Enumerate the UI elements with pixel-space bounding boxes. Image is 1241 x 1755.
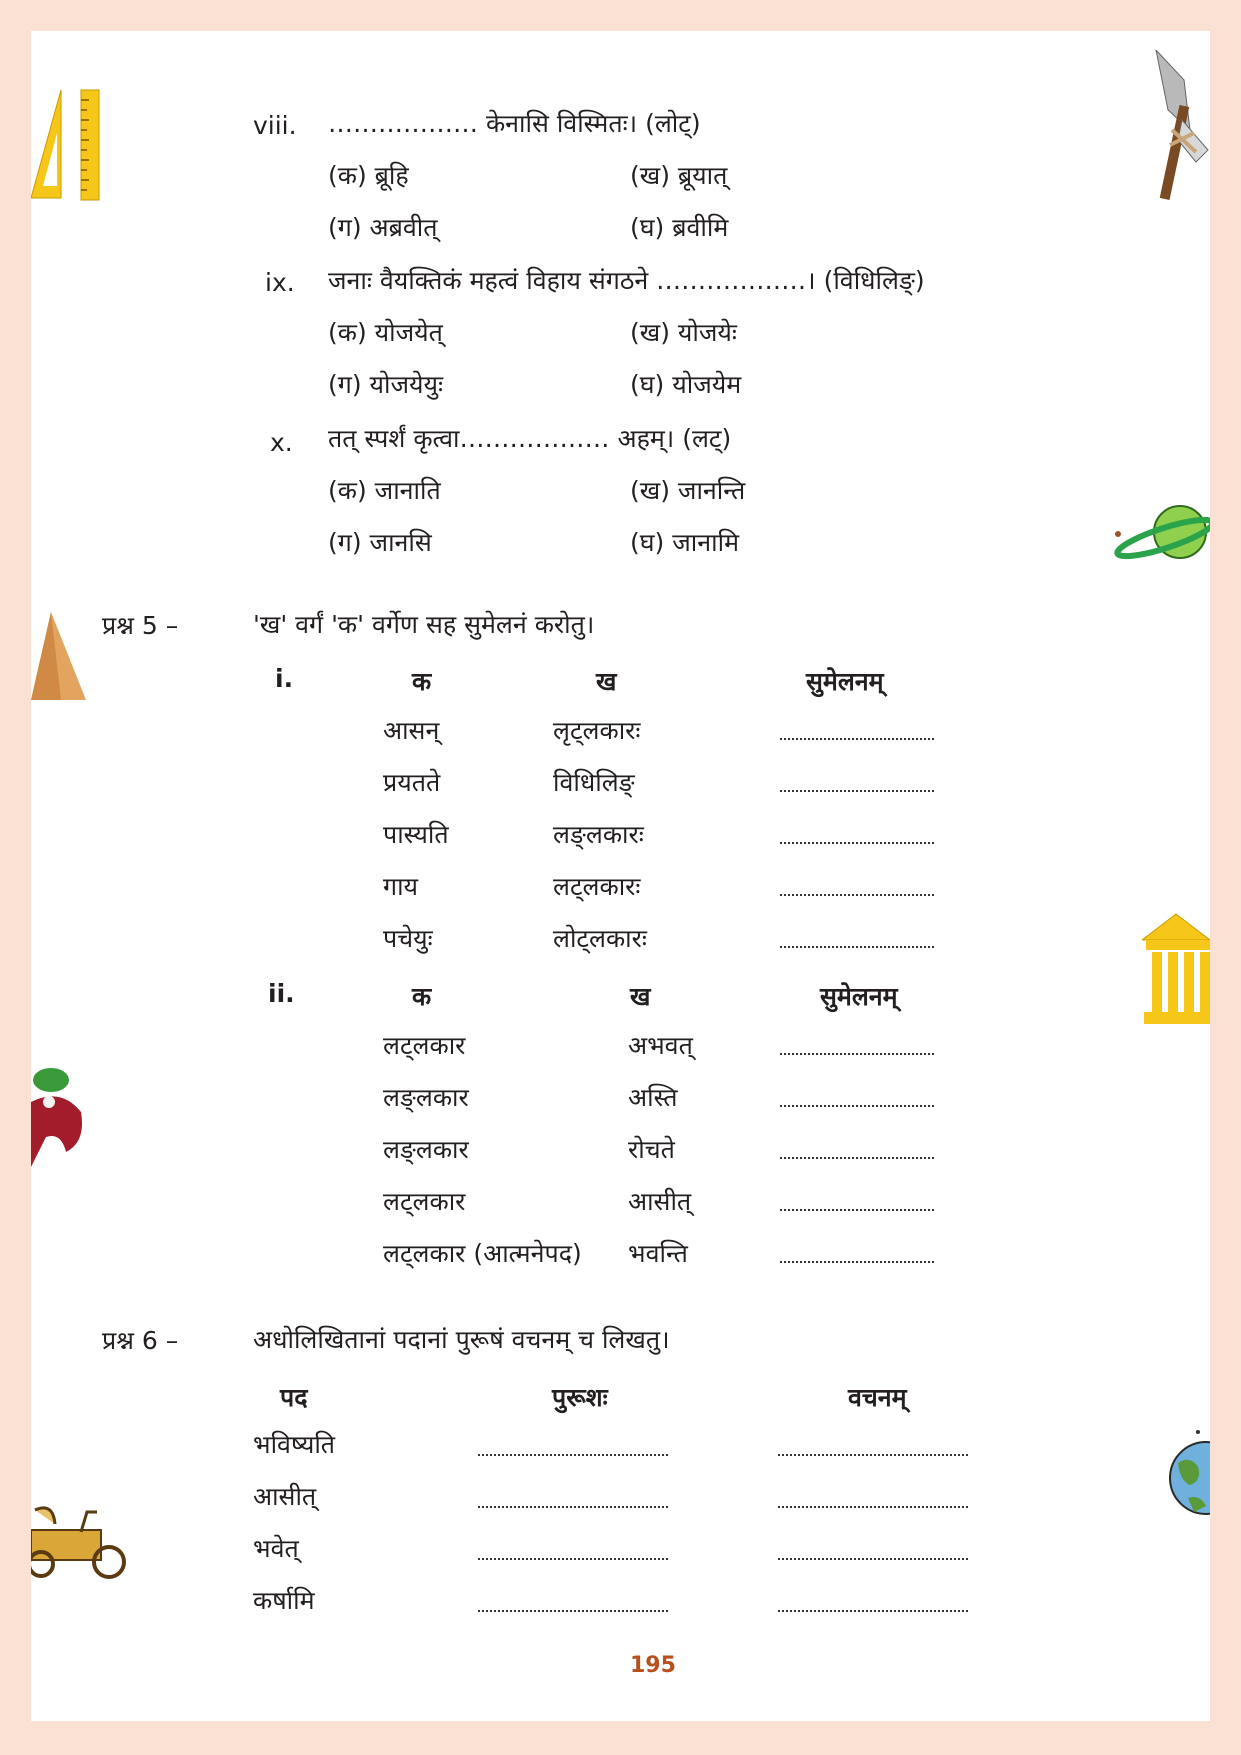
column-a-cell: लट्लकार <box>383 1031 466 1060</box>
column-a-cell: लट्लकार <box>383 1187 466 1216</box>
column-a-cell: आसन् <box>383 716 440 745</box>
column-b-cell: विधिलिङ् <box>553 768 635 797</box>
q-number: x. <box>270 428 293 457</box>
answer-blank <box>478 1558 668 1560</box>
answer-blank <box>780 1105 934 1107</box>
column-b-cell: अभवत् <box>628 1031 693 1060</box>
column-header: ख <box>630 982 651 1011</box>
word-cell: आसीत् <box>253 1482 317 1511</box>
column-b-cell: आसीत् <box>628 1187 692 1216</box>
column-a-cell: प्रयतते <box>383 768 441 797</box>
option: (ख) योजयेः <box>630 318 737 347</box>
column-header: सुमेलनम् <box>806 667 884 696</box>
answer-blank <box>778 1610 968 1612</box>
question-instruction: 'ख' वर्गं 'क' वर्गेण सह सुमेलनं करोतु। <box>253 610 595 639</box>
cart-icon <box>31 1502 126 1587</box>
column-b-cell: भवन्ति <box>628 1239 688 1268</box>
question-label: प्रश्न 5 – <box>102 611 179 640</box>
q-sentence: जनाः वैयक्तिकं महत्वं विहाय संगठने ………………। (विधिलिङ्) <box>328 266 925 295</box>
column-a-cell: गाय <box>383 872 419 901</box>
option: (घ) योजयेम <box>630 370 742 399</box>
column-a-cell: पचेयुः <box>383 924 433 953</box>
column-b-cell: लृट्लकारः <box>553 716 641 745</box>
fruit-icon <box>31 1062 86 1167</box>
answer-blank <box>478 1506 668 1508</box>
stone-axe-icon <box>1150 50 1210 200</box>
planet-icon <box>1110 500 1210 570</box>
column-b-cell: लङ्लकारः <box>553 820 644 849</box>
column-header: क <box>412 982 432 1011</box>
column-header: ख <box>596 667 617 696</box>
option: (क) योजयेत् <box>328 318 443 347</box>
word-cell: कर्षामि <box>253 1586 315 1615</box>
answer-blank <box>780 894 934 896</box>
answer-blank <box>780 1157 934 1159</box>
answer-blank <box>478 1610 668 1612</box>
answer-blank <box>780 790 934 792</box>
q-sentence: तत् स्पर्शं कृत्वा……………… अहम्। (लट्) <box>328 424 732 453</box>
column-header: सुमेलनम् <box>820 982 898 1011</box>
answer-blank <box>478 1454 668 1456</box>
word-cell: भवेत् <box>253 1534 299 1563</box>
column-b-cell: लट्लकारः <box>553 872 641 901</box>
option: (ख) ब्रूयात् <box>630 161 728 190</box>
word-cell: भविष्यति <box>253 1430 336 1459</box>
temple-icon <box>1142 912 1210 1027</box>
question-label: प्रश्न 6 – <box>102 1326 179 1355</box>
question-instruction: अधोलिखितानां पदानां पुरूषं वचनम् च लिखतु। <box>253 1325 670 1354</box>
option: (घ) जानामि <box>630 528 740 557</box>
column-a-cell: लङ्लकार <box>383 1135 469 1164</box>
answer-blank <box>780 946 934 948</box>
answer-blank <box>778 1506 968 1508</box>
column-a-cell: पास्यति <box>383 820 449 849</box>
column-b-cell: रोचते <box>628 1135 675 1164</box>
column-header: पद <box>280 1383 308 1412</box>
option: (ग) योजयेयुः <box>328 370 444 399</box>
answer-blank <box>780 1209 934 1211</box>
column-b-cell: अस्ति <box>628 1083 678 1112</box>
column-b-cell: लोट्लकारः <box>553 924 647 953</box>
column-a-cell: लङ्लकार <box>383 1083 469 1112</box>
answer-blank <box>780 842 934 844</box>
q-number: ix. <box>265 268 295 297</box>
answer-blank <box>778 1454 968 1456</box>
option: (क) जानाति <box>328 476 441 505</box>
globe-icon <box>1168 1428 1210 1528</box>
answer-blank <box>778 1558 968 1560</box>
answer-blank <box>780 1053 934 1055</box>
answer-blank <box>780 738 934 740</box>
ruler-set-square-icon <box>31 88 101 203</box>
page-number: 195 <box>630 1653 676 1678</box>
option: (ग) अब्रवीत् <box>328 213 438 242</box>
option: (घ) ब्रवीमि <box>630 213 729 242</box>
option: (ग) जानसि <box>328 528 432 557</box>
option: (क) ब्रूहि <box>328 161 409 190</box>
part-number: ii. <box>268 979 295 1008</box>
column-header: क <box>412 667 432 696</box>
answer-blank <box>780 1261 934 1263</box>
pyramid-icon <box>31 612 86 704</box>
column-header: पुरूशः <box>552 1383 608 1412</box>
q-sentence: ……………… केनासि विस्मितः। (लोट्) <box>328 109 701 138</box>
column-a-cell: लट्लकार (आत्मनेपद) <box>383 1239 582 1268</box>
part-number: i. <box>275 664 294 693</box>
q-number: viii. <box>253 111 297 140</box>
column-header: वचनम् <box>848 1383 907 1412</box>
option: (ख) जानन्ति <box>630 476 746 505</box>
